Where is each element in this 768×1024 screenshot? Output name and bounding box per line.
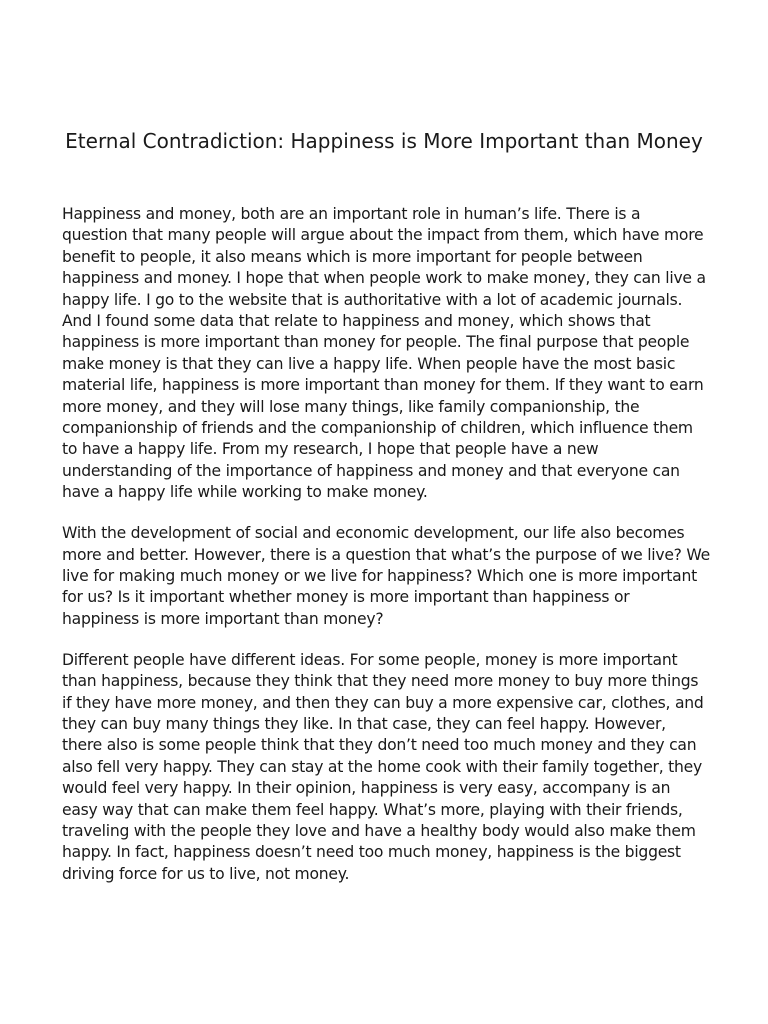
document-title: Eternal Contradiction: Happiness is More Important than Money — [65, 129, 703, 153]
paragraph-3: Different people have different ideas. For some people, money is more important than happiness, because they think that they need more money to buy more things if they have more money, and then they can buy a more expensive car, clothes, and they can buy many things they like. In that case, they can feel happy. However, there also is some people think that they don’t need too much money and they can also fell very happy. They can stay at the home cook with their family together, they would feel very happy. In their opinion, happiness is very easy, accompany is an easy way that can make them feel happy. What’s more, playing with their friends, traveling with the people they love and have a healthy body would also make them happy. In fact, happiness doesn’t need too much money, happiness is the biggest driving force for us to live, not money. — [62, 650, 704, 883]
paragraph-1: Happiness and money, both are an important role in human’s life. There is a question that many people will argue about the impact from them, which have more benefit to people, it also means which is more important for people between happiness and money. I hope that when people work to make money, they can live a happy life. I go to the website that is authoritative with a lot of academic journals. And I found some data that relate to happiness and money, which shows that happiness is more important than money for people. The final purpose that people make money is that they can live a happy life. When people have the most basic material life, happiness is more important than money for them. If they want to earn more money, and they will lose many things, like family companionship, the companionship of friends and the companionship of children, which influence them to have a happy life. From my research, I hope that people have a new understanding of the importance of happiness and money and that everyone can have a happy life while working to make money. — [62, 205, 706, 502]
document-body — [62, 204, 710, 905]
paragraph-2: With the development of social and economic development, our life also becomes more and better. However, there is a question that what’s the purpose of we live? We live for making much money or we live for happiness? Which one is more important for us? Is it important whether money is more important than happiness or happiness is more important than money? — [62, 524, 711, 628]
